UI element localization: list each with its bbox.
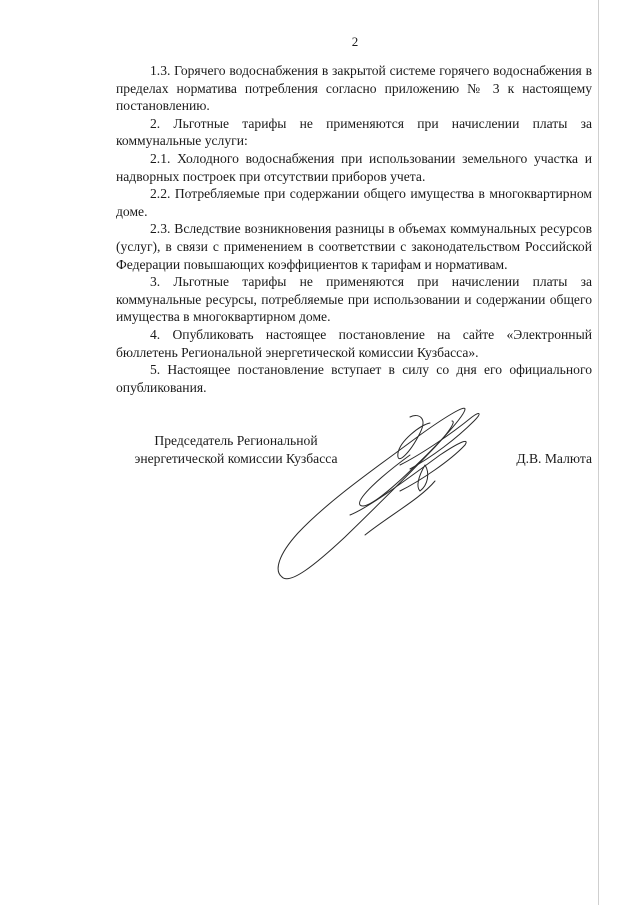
handwritten-signature (260, 395, 510, 595)
paragraph-4: 4. Опубликовать настоящее постановление на сайте «Электронный бюллетень Региональной энергетической комиссии Кузбасса». (116, 326, 592, 360)
paragraph-2-3: 2.3. Вследствие возникновения разницы в объемах коммунальных ресурсов (услуг), в связи с применением в соответствии с законодательством Российской Федерации повышающих коэффициентов к тарифам и нормативам. (116, 221, 592, 272)
paragraph-5: 5. Настоящее постановление вступает в силу со дня его официального опубликования. (116, 362, 592, 395)
document-body (116, 62, 592, 396)
paragraph-2-1: 2.1. Холодного водоснабжения при использовании земельного участка и надворных построек при отсутствии приборов учета. (116, 150, 592, 184)
scan-edge (598, 0, 599, 905)
paragraph-2: 2. Льготные тарифы не применяются при начислении платы за коммунальные услуги: (116, 115, 592, 149)
page-number: 2 (351, 34, 359, 49)
signatory-title-line1: Председатель Региональной (154, 433, 318, 448)
signatory-title-line2: энергетической комиссии Кузбасса (134, 451, 338, 466)
paragraph-2-2: 2.2. Потребляемые при содержании общего имущества в многоквартирном доме. (116, 186, 592, 219)
signatory-name: Д.В. Малюта (516, 451, 592, 466)
paragraph-1-3: 1.3. Горячего водоснабжения в закрытой системе горячего водоснабжения в пределах норматива потребления согласно приложению № 3 к настоящему постановлению. (116, 63, 592, 114)
paragraph-3: 3. Льготные тарифы не применяются при начислении платы за коммунальные ресурсы, потребляемые при использовании и содержании общего имущества в многоквартирном доме. (116, 274, 592, 325)
